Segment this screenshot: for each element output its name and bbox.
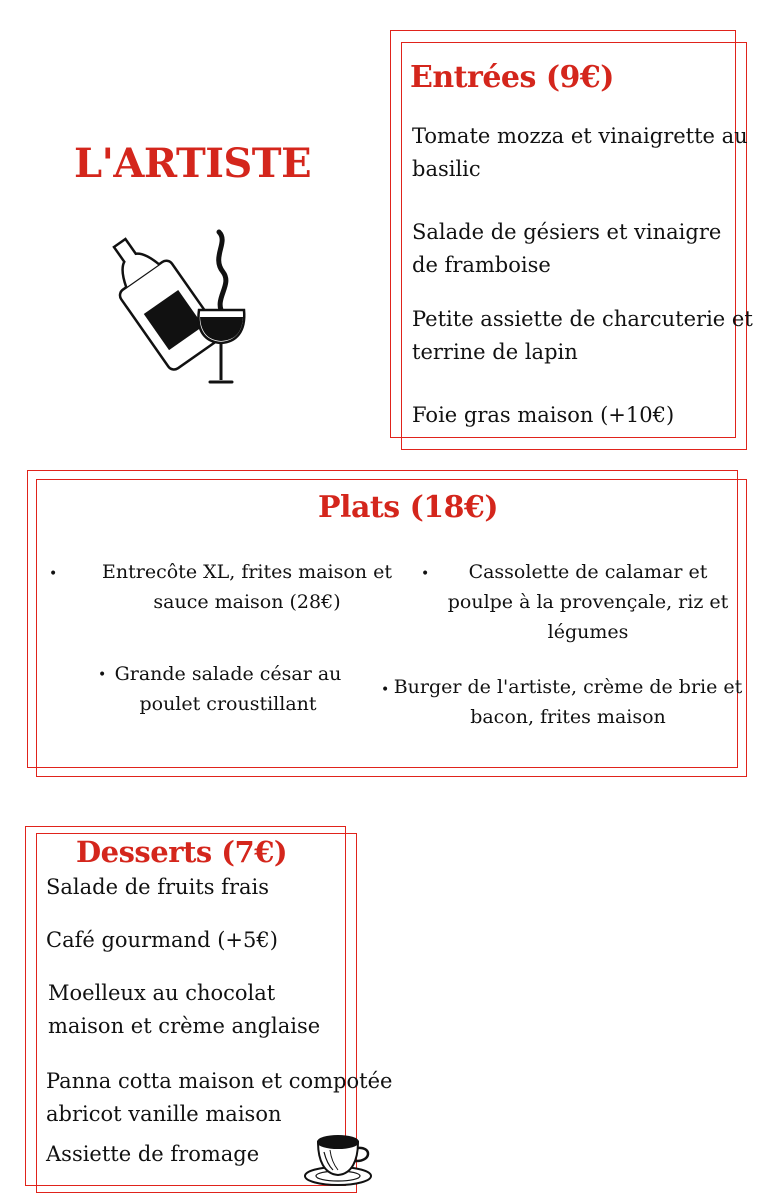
- dessert-item: Assiette de fromage: [46, 1142, 260, 1166]
- dessert-item: Panna cotta maison et compotée abricot vanille maison: [46, 1069, 393, 1126]
- wine-bottle-and-glass-icon: [106, 222, 256, 387]
- plat-item: Burger de l'artiste, crème de brie et bacon, frites maison: [393, 676, 743, 728]
- entree-item: Salade de gésiers et vinaigre de framboise: [412, 220, 722, 277]
- plat-item: Cassolette de calamar et poulpe à la provençale, riz et légumes: [447, 561, 729, 643]
- dessert-item: Café gourmand (+5€): [46, 928, 278, 952]
- entree-item: Petite assiette de charcuterie et terrine de lapin: [412, 307, 753, 364]
- coffee-cup-icon: [302, 1130, 376, 1190]
- plat-item: Entrecôte XL, frites maison et sauce maison (28€): [102, 561, 392, 613]
- list-bullet: •: [381, 682, 390, 698]
- dessert-item: Salade de fruits frais: [46, 875, 270, 899]
- list-bullet: •: [49, 566, 58, 582]
- plats-title: Plats (18€): [318, 490, 499, 525]
- restaurant-name: L'ARTISTE: [74, 140, 312, 187]
- list-bullet: •: [421, 566, 430, 582]
- desserts-title: Desserts (7€): [76, 835, 288, 869]
- entree-item: Foie gras maison (+10€): [412, 403, 675, 427]
- entrees-title: Entrées (9€): [410, 60, 614, 95]
- plat-item: Grande salade césar au poulet croustillant: [114, 663, 342, 715]
- entree-item: Tomate mozza et vinaigrette au basilic: [412, 124, 748, 181]
- dessert-item: Moelleux au chocolat maison et crème anglaise: [48, 981, 321, 1038]
- list-bullet: •: [98, 667, 107, 683]
